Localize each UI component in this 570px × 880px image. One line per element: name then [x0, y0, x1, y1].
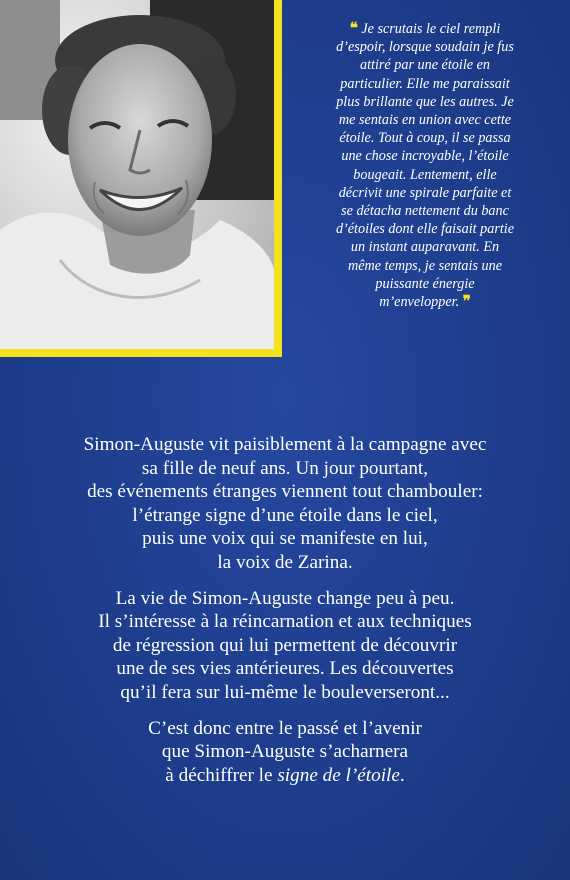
- summary-paragraph-2: [20, 587, 550, 705]
- author-photo: [0, 0, 274, 349]
- book-summary: [20, 433, 550, 799]
- summary-line: La vie de Simon-Auguste change peu à peu.: [115, 587, 455, 609]
- quote-line: me sentais en union avec cette: [338, 112, 512, 129]
- summary-last-line: [20, 764, 550, 788]
- quote-line: plus brillante que les autres. Je: [336, 93, 514, 110]
- summary-line: Simon-Auguste vit paisiblement à la campagne avec: [83, 434, 487, 455]
- quote-line: d’étoiles dont elle faisait partie: [335, 221, 515, 238]
- quote-line: particulier. Elle me paraissait: [340, 75, 510, 92]
- quote-line: décrivit une spirale parfaite et: [338, 184, 512, 201]
- quote-line: une chose incroyable, l’étoile: [341, 148, 509, 165]
- summary-paragraph-1: [20, 433, 550, 575]
- summary-line: Il s’intéresse à la réincarnation et aux techniques: [98, 611, 472, 633]
- summary-line: des événements étranges viennent tout chambouler:: [87, 481, 483, 503]
- quote-line: attiré par une étoile en: [359, 57, 491, 74]
- quote-line: puissante énergie: [375, 275, 475, 292]
- quote-line: bougeait. Lentement, elle: [353, 166, 497, 183]
- quote-line: étoile. Tout à coup, il se passa: [339, 130, 511, 147]
- summary-line: que Simon-Auguste s’acharnera: [161, 741, 409, 763]
- summary-last-line-prefix: à déchiffrer le: [165, 764, 278, 786]
- summary-line: C’est donc entre le passé et l’avenir: [148, 717, 422, 739]
- quote-line: même temps, je sentais une: [347, 257, 503, 274]
- summary-line: sa fille de neuf ans. Un jour pourtant,: [141, 457, 429, 479]
- summary-line: qu’il fera sur lui-même le bouleverseront...: [120, 681, 450, 703]
- summary-line: l’étrange signe d’une étoile dans le ciel,: [132, 504, 438, 526]
- quote-line: un instant auparavant. En: [350, 239, 500, 256]
- summary-paragraph-3: [20, 717, 550, 788]
- summary-line: puis une voix qui se manifeste en lui,: [142, 528, 428, 550]
- book-title-italic: signe de l’étoile: [277, 764, 400, 786]
- quote-line: se détacha nettement du banc: [341, 203, 509, 220]
- author-quote: [296, 20, 554, 311]
- open-quote-mark: ❝: [349, 21, 358, 37]
- summary-line: la voix de Zarina.: [217, 551, 353, 573]
- summary-line: de régression qui lui permettent de découvrir: [112, 634, 458, 656]
- quote-line: m’envelopper.: [379, 294, 460, 311]
- summary-line: une de ses vies antérieures. Les découvertes: [116, 658, 454, 680]
- quote-line: Je scrutais le ciel rempli: [361, 21, 501, 37]
- author-portrait-image: [0, 0, 274, 349]
- author-photo-frame: [0, 0, 282, 357]
- summary-last-line-suffix: .: [399, 764, 405, 786]
- close-quote-mark: ❞: [462, 294, 471, 311]
- quote-line: d’espoir, lorsque soudain je fus: [336, 39, 514, 56]
